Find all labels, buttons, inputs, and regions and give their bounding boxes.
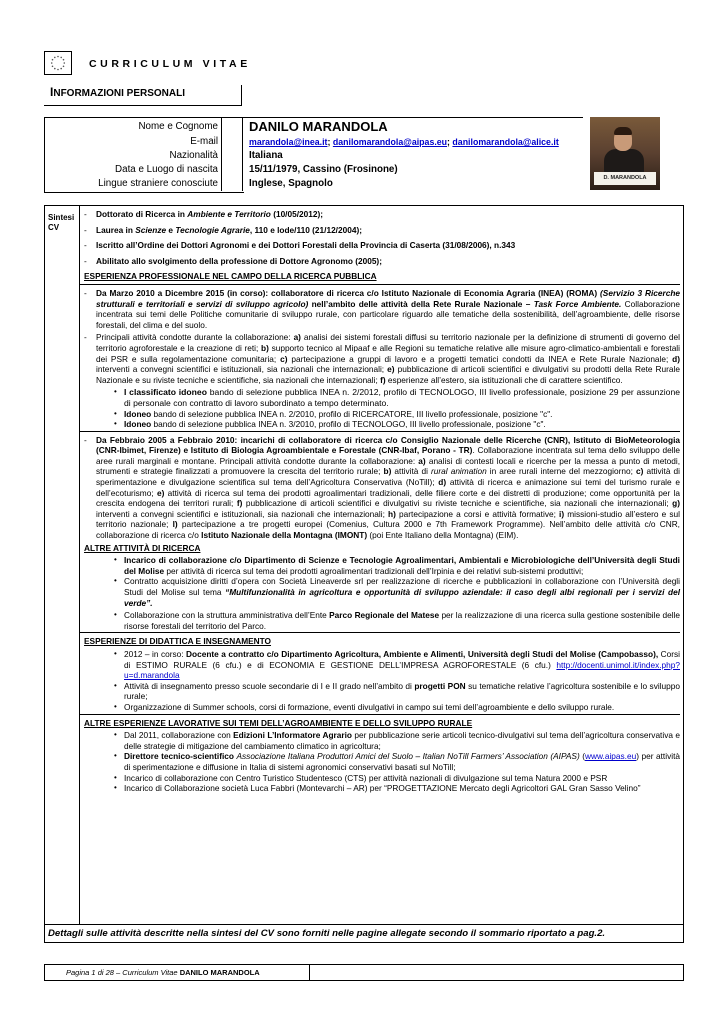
list-item: - Iscritto all’Ordine dei Dottori Agronomi e dei Dottori Forestali della Provincia di Caserta (31/08/2006), n.343 [84,240,516,251]
cv-content [84,209,680,794]
email-link-inea[interactable]: marandola@inea.it [249,137,328,147]
list-item: • Dal 2011, collaborazione con Edizioni L’Informatore Agrario per pubblicazione serie articoli tecnico-divulgativi sul tema dell’agricoltura conservativa e delle strategie di mitigazione del cambiamento climatico in agricoltura; [114,730,680,751]
list-item: • Contratto acquisizione diritti d’opera con Società Lineaverde srl per realizzazione di ricerche e pubblicazioni in collaborazione con l’Università degli Studi del Molise sul tema “Multifunzionalità in agricoltura e opportunità di sviluppo aziendale: il caso degli albi regionali per i servizi del verde”. [114,576,680,608]
sidebar-label: Sintesi CV [48,213,75,232]
section-heading-other-research: ALTRE ATTIVITÀ DI RICERCA [84,542,201,553]
row-birth [44,163,583,177]
nationality-value: Italiana [249,150,283,161]
sidebar-divider [79,205,80,925]
nationality-label: Nazionalità [44,149,222,163]
email-label: E-mail [44,135,222,149]
row-name [44,118,583,132]
row-languages [44,177,583,191]
section-heading-other-work: ALTRE ESPERIENZE LAVORATIVE SUI TEMI DELL’AGROAMBIENTE E DELLO SVILUPPO RURALE [84,717,473,728]
list-item: • Attività di insegnamento presso scuole secondarie di I e II grado nell’ambito di progetti PON su tematiche relative l’agricoltura sostenibile e lo sviluppo rurale; [114,680,680,702]
list-item: • 2012 – in corso: Docente a contratto c/o Dipartimento Agricoltura, Ambiente e Alimenti, Università degli Studi del Molise (Campobasso), Corsi di ESTIMO RURALE (6 cfu.) e di ECONOMIA E GESTIONE DELL’IMPRESA AGROFORESTALE (6 cfu.) http://docenti.unimol.it/index.php?u=d.marandola [114,648,681,681]
document-title: CURRICULUM VITAE [89,58,251,70]
footer-divider [309,964,310,981]
list-item: • Incarico di collaborazione con Centro Turistico Studentesco (CTS) per attività nazionali di divulgazione sul tema Natura 2000 e PSR [114,772,608,783]
email-value: marandola@inea.it; danilomarandola@aipas.eu; danilomarandola@alice.it [249,137,559,147]
aipas-link[interactable]: www.aipas.eu [585,751,637,762]
unimol-link[interactable]: http://docenti.unimol.it/index.php?u=d.marandola [124,659,680,681]
list-item: • Organizzazione di Summer schools, corsi di formazione, eventi divulgativi in campo sui temi dell’agroambiente e dello sviluppo rurale. [114,701,615,712]
list-item: • Incarico di collaborazione c/o Dipartimento di Scienze e Tecnologie Agroalimentari, Ambientali e Microbiologiche dell’Università degli Studi del Molise per attività di ricerca sul tema dei prodotti agroalimentari tradizionali dell’Irpinia e dei relativi sub-sistemi produttivi; [114,555,680,576]
list-item: - Da Febbraio 2005 a Febbraio 2010: incarichi di collaboratore di ricerca c/o Consiglio Nazionale delle Ricerche (CNR), Istituto di BioMeteorologia (CNR-Ibimet, Firenze) e Istituto di Biologia Agroambientale e Forestale (CNR-Ibaf, Porano - TR). Collaborazione incentrata sul tema dello sviluppo delle aree rurali marginali e montane. Principali attività condotte durante la collaborazione: a) analisi di contesti locali e ricerche per la messa a punto di metodi, strumenti e strategie finalizzati a promuovere la crescita del territorio rurale; b) attività di rural animation in aree rurali interne del mezzogiorno; c) attività di sperimentazione e divulgazione scientifica sul tema dell’Agricoltura Conservativa (NoTill); d) attività di ricerca e animazione sui temi del turismo rurale e dell’ecoturismo; e) attività di ricerca sul tema dei prodotti agroalimentari tradizionali, delle filiere corte e dei distretti di produzione; come opportunità per la crescita endogena dei territori rurali; f) pubblicazione di articoli scientifici e divulgativi su riviste tecniche e scientifiche, sia nazionali che internazionali; g) interventi a convegni scientifici e istituzionali, sia nazionali che internazionali; h) partecipazione a corsi e attività formative; i) missioni-studio all’estero e sul territorio nazionale; l) partecipazione a tre progetti europei (Comenius, Cultura 2000 e 7th Framework Programme). Nell’ambito delle attività c/o CNR, collaborazione di ricerca c/o Istituto Nazionale della Montagna (IMONT) (poi Ente Italiano della Montagna) (EIM). [84,434,680,541]
section-heading-rest: NFORMAZIONI PERSONALI [53,88,186,99]
birth-value: 15/11/1979, Cassino (Frosinone) [249,164,398,175]
section-heading-initial: I [50,85,54,99]
name-value: DANILO MARANDOLA [249,119,388,134]
list-item: - Laurea in Scienze e Tecnologie Agrarie, 110 e lode/110 (21/12/2004); [84,224,362,235]
summary-note: Dettagli sulle attività descritte nella sintesi del CV sono forniti nelle pagine allegate secondo il sommario riportato a pag.2. [48,928,606,939]
languages-label: Lingue straniere conosciute [44,177,222,191]
section-heading-teaching: ESPERIENZE DI DIDATTICA E INSEGNAMENTO [84,636,272,647]
photo-caption: D. MARANDOLA [594,172,656,185]
email-link-alice[interactable]: danilomarandola@alice.it [452,137,559,147]
list-item: - Abilitato allo svolgimento della professione di Dottore Agronomo (2005); [84,255,382,266]
personal-info-divider [44,192,244,193]
email-link-aipas[interactable]: danilomarandola@aipas.eu [332,137,448,147]
list-item: - Principali attività condotte durante la collaborazione: a) analisi dei sistemi forestali diffusi su territorio nazionale per la definizione di strumenti di governo del territorio agroforestale e la creazione di reti; b) supporto tecnico al Mipaaf e alle Regioni su tematiche relative alle misure agro-climatico-ambientali e forestali dei PSR e sulla regolamentazione comunitaria; c) partecipazione a gruppi di lavoro e a progetti tematici condotti da INEA e Rete Rurale Nazionale; d) interventi a convegni scientifici e istituzionali, sia nazionali che internazionali; e) pubblicazione di articoli scientifici e divulgativi su prodotti della Rete Rurale Nazionale e su riviste tecniche e scientifiche, sia nazionali che internazionali; f) esperienze all’estero, sia istituzionali che di carattere scientifico. [84,332,681,385]
list-item: • Collaborazione con la struttura amministrativa dell’Ente Parco Regionale del Matese per la realizzazione di una ricerca sulla gestione sostenibile delle risorse forestali del territorio del Parco. [114,610,680,631]
eu-flag-logo [44,51,72,75]
section-heading-personal-info [44,85,242,106]
list-item: - Da Marzo 2010 a Dicembre 2015 (in corso): collaboratore di ricerca c/o Istituto Nazionale di Economia Agraria (INEA) (ROMA) (Servizio 3 Ricerche strutturali e territoriali e servizi di sviluppo agricolo) nell’ambito delle attività della Rete Rurale Nazionale – Task Force Ambiente. Collaborazione incentrata sui temi delle Politiche comunitarie di sviluppo rurale, con particolare riguardo alle tematiche della sostenibilità, dell’agroambiente, delle risorse forestali, del clima e del suolo. [84,287,680,330]
list-item: • Idoneo bando di selezione pubblica INEA n. 3/2010, profilo di TECNOLOGO, III livello professionale, posizione "c". [114,419,546,430]
eu-stars-icon [47,54,69,72]
birth-label: Data e Luogo di nascita [44,163,222,177]
summary-divider [44,924,684,925]
list-item: • I classificato idoneo bando di selezione pubblica INEA n. 2/2012, profilo di TECNOLOGO, III livello professionale, posizione 29 per assunzione di personale con contratto di lavoro subordinato a tempo determinato. [114,387,681,408]
list-item: • Direttore tecnico-scientifico Associazione Italiana Produttori Amici del Suolo – Italian NoTill Farmers’ Association (AIPAS) (www.aipas.eu) per attività di sperimentazione e diffusione in Italia di sistemi agronomici conservativi basati sul NoTill; [114,751,680,772]
name-label: Nome e Cognome [44,118,222,135]
languages-value: Inglese, Spagnolo [249,178,333,189]
footer-text: Pagina 1 di 28 – Curriculum Vitae DANILO MARANDOLA [66,968,260,977]
profile-photo [590,117,660,190]
list-item: - Dottorato di Ricerca in Ambiente e Territorio (10/05/2012); [84,209,324,219]
footer-name: DANILO MARANDOLA [179,968,260,977]
row-email [44,135,583,149]
section-heading-public-research: ESPERIENZA PROFESSIONALE NEL CAMPO DELLA RICERCA PUBBLICA [84,271,377,282]
list-item: • Incarico di Collaborazione società Luca Fabbri (Montevarchi – AR) per “PROGETTAZIONE Mercato degli Agricoltori GAL Gran Sasso Velino” [114,783,641,794]
list-item: • Idoneo bando di selezione pubblica INEA n. 2/2010, profilo di RICERCATORE, III livello professionale, posizione "c". [114,408,553,419]
row-nationality [44,149,583,163]
